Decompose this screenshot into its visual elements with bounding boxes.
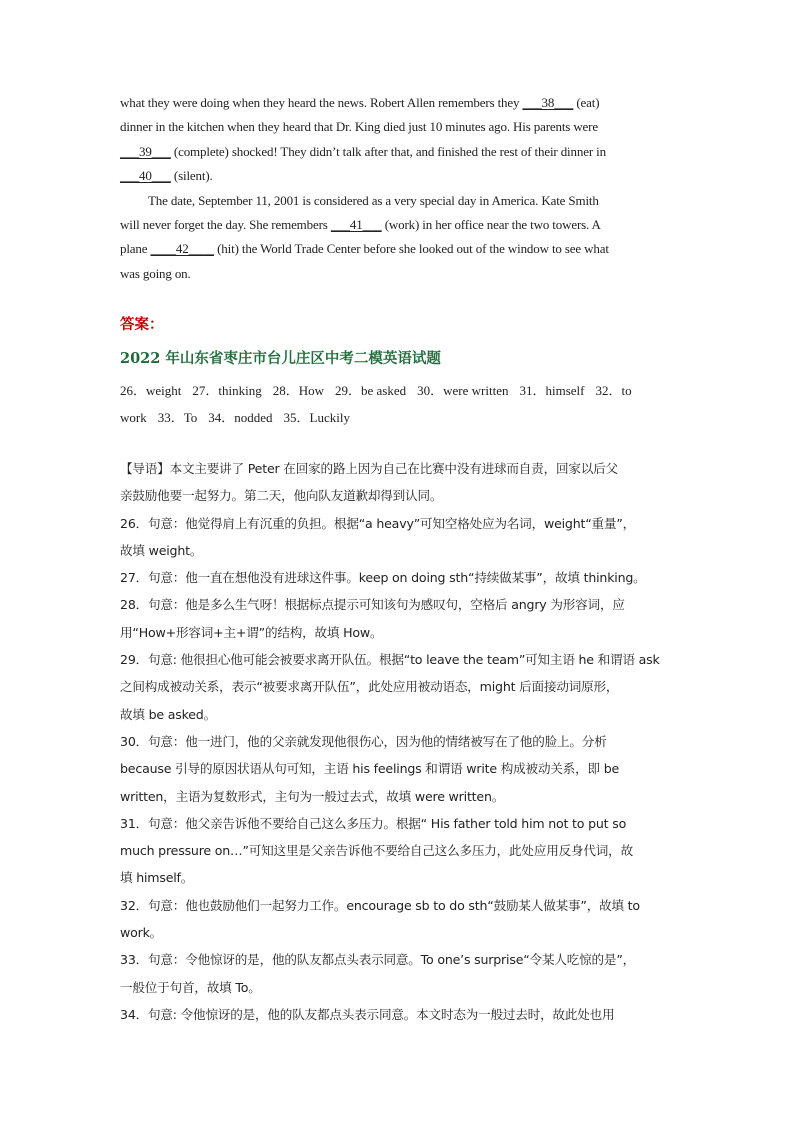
answer-explanation	[120, 455, 680, 1028]
explanation-line: because 引导的原因状语从句可知，主语 his feelings 和谓语 write 构成被动关系，即 be	[120, 761, 620, 777]
explanation-line: 32．句意：他也鼓励他们一起努力工作。encourage sb to do sth“鼓励某人做某事”，故填 to	[120, 897, 640, 913]
reading-passage	[120, 91, 680, 286]
explanation-line: 26．句意：他觉得肩上有沉重的负担。根据“a heavy”可知空格处应为名词，weight“重量”，	[120, 515, 636, 531]
explanation-line: 27．句意：他一直在想他没有进球这件事。keep on doing sth“持续做某事”，故填 thinking。	[120, 570, 646, 586]
answer-blank: ___40___	[120, 168, 171, 184]
exam-title: 2022 年山东省枣庄市台儿庄区中考二模英语试题	[120, 350, 441, 367]
explanation-line: 33．句意：令他惊讶的是，他的队友都点头表示同意。To one’s surprise“令某人吃惊的是”，	[120, 952, 636, 968]
explanation-line: 34．句意: 令他惊讶的是，他的队友都点头表示同意。本文时态为一般过去时，故此处也用	[120, 1006, 615, 1022]
explanation-line: 之间构成被动关系，表示“被要求离开队伍”，此处应用被动语态，might 后面接动词原形，	[120, 679, 619, 695]
passage-line	[120, 237, 680, 261]
explanation-line: work。	[120, 925, 163, 941]
passage-text: (hit) the World Trade Center before she looked out of the window to see what	[214, 241, 609, 257]
passage-line	[120, 115, 680, 139]
answer-key-item: 34．nodded	[208, 410, 273, 425]
answer-key-item: work	[120, 410, 147, 425]
explanation-line: 亲鼓励他要一起努力。第二天，他向队友道歉却得到认同。	[120, 488, 443, 504]
passage-line	[120, 189, 680, 213]
answer-key-item: 32．to	[595, 383, 632, 398]
passage-text: what they were doing when they heard the news. Robert Allen remembers they	[120, 95, 523, 110]
passage-text: will never forget the day. She remembers	[120, 216, 331, 232]
explanation-line: 【导语】本文主要讲了 Peter 在回家的路上因为自己在比赛中没有进球而自责，回家以后父	[120, 461, 618, 476]
passage-text: The date, September 11, 2001 is considered as a very special day in America. Kate Smith	[148, 192, 599, 208]
answer-key-row	[120, 377, 680, 404]
answer-key-item: 35．Luckily	[283, 410, 350, 425]
passage-text: was going on.	[120, 265, 191, 281]
explanation-line: 填 himself。	[120, 870, 194, 886]
explanation-line: 故填 be asked。	[120, 706, 216, 722]
answer-blank: ____42____	[150, 241, 215, 257]
answer-blank: ___39___	[120, 143, 171, 159]
answer-key-item: 33．To	[157, 410, 198, 425]
passage-line	[120, 262, 680, 286]
passage-line	[120, 164, 680, 188]
answer-blank: ___38___	[522, 95, 574, 110]
explanation-line: 故填 weight。	[120, 542, 203, 558]
explanation-line: 29．句意: 他很担心他可能会被要求离开队伍。根据“to leave the team”可知主语 he 和谓语 ask	[120, 652, 660, 668]
explanation-line: 用“How+形容词+主+谓”的结构，故填 How。	[120, 624, 383, 640]
explanation-line: 一般位于句首，故填 To。	[120, 979, 261, 995]
passage-text: (silent).	[170, 168, 213, 184]
passage-line	[120, 140, 680, 164]
passage-text: (eat)	[573, 95, 600, 110]
answer-key-item: 27．thinking	[192, 383, 262, 398]
answer-key-item: 29．be asked	[335, 383, 407, 398]
answer-key-row	[120, 404, 680, 431]
passage-text: (work) in her office near the two towers. A	[381, 216, 601, 232]
answer-key	[120, 377, 680, 431]
answer-key-item: 31．himself	[519, 383, 585, 398]
answer-blank: ___41___	[330, 216, 382, 232]
explanation-line: much pressure on…”可知这里是父亲告诉他不要给自己这么多压力，此处应用反身代词，故	[120, 843, 633, 859]
answer-key-item: 26．weight	[120, 383, 182, 398]
explanation-line: 31．句意：他父亲告诉他不要给自己这么多压力。根据“ His father told him not to put so	[120, 815, 627, 831]
passage-text: plane	[120, 241, 151, 257]
answer-label: 答案：	[120, 317, 164, 333]
passage-line	[120, 91, 680, 115]
passage-text: dinner in the kitchen when they heard that Dr. King died just 10 minutes ago. His parents were	[120, 119, 598, 135]
explanation-line: 30．句意：他一进门，他的父亲就发现他很伤心，因为他的情绪被写在了他的脸上。分析	[120, 733, 607, 749]
passage-text: (complete) shocked! They didn’t talk after that, and finished the rest of their dinner in	[170, 143, 606, 159]
passage-line	[120, 213, 680, 237]
answer-key-item: 28．How	[272, 383, 325, 398]
answer-key-item: 30．were written	[417, 383, 509, 398]
explanation-line: written，主语为复数形式，主句为一般过去式，故填 were written。	[120, 788, 505, 804]
explanation-line: 28．句意：他是多么生气呀！根据标点提示可知该句为感叹句，空格后 angry 为形容词，应	[120, 597, 625, 613]
